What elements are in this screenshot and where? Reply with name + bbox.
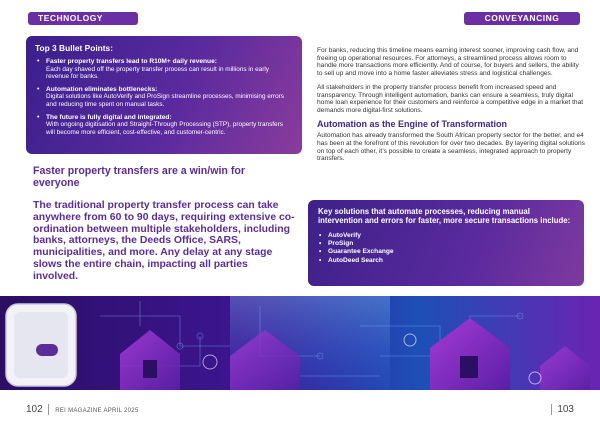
key-solutions-box — [308, 200, 584, 286]
bullets-list — [35, 58, 293, 136]
lead-paragraph: The traditional property transfer process can take anywhere from 60 to 90 days, requiring extensive co-ordination between multiple stakeholders, including banks, attorneys, the Deeds Office, SARS, municipalities, and more. Any delay at any stage slows the entire chain, impacting all parties involved. — [33, 200, 295, 282]
digital-property-illustration — [0, 296, 600, 390]
solution-item: • AutoDeed Search — [318, 257, 574, 265]
section-tag-technology: TECHNOLOGY — [28, 12, 138, 25]
bullet-body: Digital solutions like AutoVerify and ProSign streamline processes, minimising errors and reducing time spent on manual tasks. — [46, 93, 284, 108]
right-column — [317, 47, 585, 169]
bullet-heading: • Automation eliminates bottlenecks: — [46, 85, 158, 93]
bullet-body: Each day shaved off the property transfer process can result in millions in early revenue for banks. — [46, 65, 269, 81]
banner-illustration — [0, 296, 600, 390]
paragraph: Automation has already transformed the South African property sector for the better, and e4 has been at the forefront of this revolution for over two decades. By layering digital solutions on top of each other, it’s possible to create a seamless, integrated approach to property transfers. — [317, 132, 585, 163]
solution-item: • AutoVerify — [318, 232, 574, 240]
footer-left — [26, 404, 139, 415]
solutions-title: Key solutions that automate processes, reducing manual intervention and errors for faster, more secure transactions include: — [318, 207, 571, 225]
top-bullets-box — [26, 36, 302, 154]
bullet-item — [35, 58, 293, 81]
page-number-right: 103 — [551, 404, 574, 415]
paragraph: For banks, reducing this timeline means earning interest sooner, improving cash flow, and freeing up operational resources. For attorneys, a streamlined process allows room to handle more transactions more efficiently. And of course, for buyers and sellers, the ability to sell up and move into a home faster alleviates stress and logistical challenges. — [317, 47, 579, 78]
section-heading: Automation as the Engine of Transformation — [317, 118, 508, 129]
phone-icon — [6, 304, 76, 386]
paragraph: All stakeholders in the property transfer process benefit from increased speed and transparency. Through intelligent automation, banks can ensure a seamless, truly digital home loan experience for their customers and reinforce a competitive edge in a market that demands more digital-first solutions. — [317, 83, 584, 114]
section-tag-conveyancing: CONVEYANCING — [464, 12, 580, 25]
bullet-heading: • The future is fully digital and integrated: — [46, 113, 172, 121]
solutions-list — [318, 232, 574, 266]
bullets-title: Top 3 Bullet Points: — [35, 43, 114, 53]
subheading: Faster property transfers are a win/win for everyone — [33, 165, 245, 189]
solution-item: • ProSign — [318, 240, 574, 248]
magazine-issue: REI MAGAZINE APRIL 2025 — [55, 408, 139, 414]
bullet-item — [35, 114, 293, 137]
bullet-item — [35, 86, 293, 109]
bullet-heading: • Faster property transfers lead to R10M+ daily revenue: — [46, 58, 217, 65]
solution-item: • Guarantee Exchange — [318, 248, 574, 256]
page-number-left: 102 — [26, 404, 49, 415]
bullet-body: With ongoing digitisation and Straight-Through Processing (STP), property transfers will become more efficient, cost-effective, and customer-centric. — [46, 121, 283, 136]
